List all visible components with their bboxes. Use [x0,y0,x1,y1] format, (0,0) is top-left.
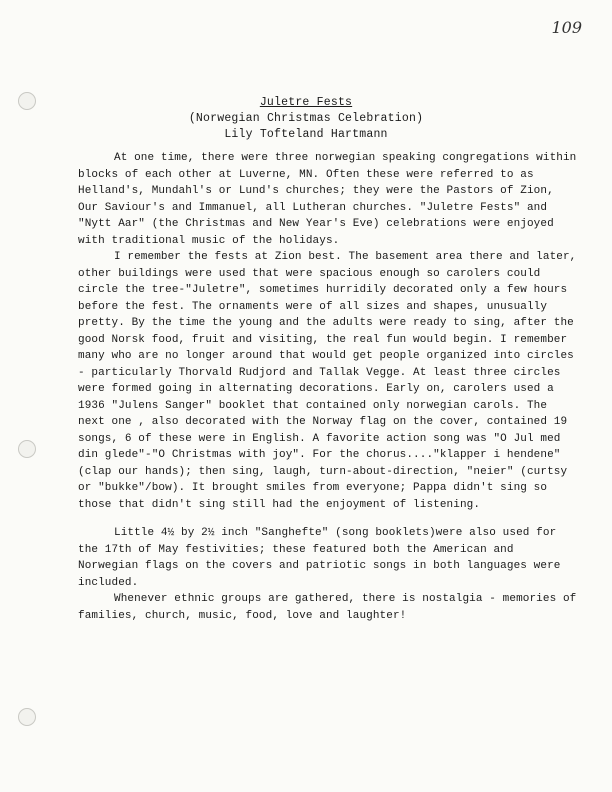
page-number: 109 [551,18,582,37]
document-header [0,95,612,143]
paragraph: Little 4½ by 2½ inch "Sanghefte" (song booklets)were also used for the 17th of May festivities; these featured both the American and Norwegian flags on the covers and patriotic songs in both languages were included. [78,527,561,589]
paragraph: Whenever ethnic groups are gathered, there is nostalgia - memories of families, church, music, food, love and laughter! [78,593,577,622]
document-body [78,150,578,624]
document-subtitle: (Norwegian Christmas Celebration) [188,112,424,125]
paragraph: I remember the fests at Zion best. The basement area there and later, other buildings were used that were spacious enough so carolers could circle the tree-"Juletre", sometimes hurridily decorated only a few hours before the fest. The ornaments were of all sizes and shapes, unusually pretty. By the time the young and the adults were ready to sing, after the good Norsk food, fruit and visiting, the real fun would begin. I remember many who are no longer around that would get people organized into circles - particularly Thorvald Rudjord and Tallak Vegge. At least three circles were formed going in alternating decorations. Early on, carolers used a 1936 "Julens Sanger" booklet that contained only norwegian carols. The next one , also decorated with the Norway flag on the cover, contained 19 songs, 6 of these were in English. A favorite action song was "O Jul med din glede"-"O Christmas with joy". For the chorus...."klapper i hendene" (clap our hands); then sing, laugh, turn-about-direction, "neier" (curtsy or "bukke"/bow). It brought smiles from everyone; Pappa didn't sing so those that didn't sing still had the enjoyment of listening. [78,251,577,511]
paragraph: At one time, there were three norwegian speaking congregations within blocks of each other at Luverne, MN. Often these were referred to as Helland's, Mundahl's or Lund's churches; they were the Pastors of Zion, Our Saviour's and Immanuel, all Lutheran churches. "Juletre Fests" and "Nytt Aar" (the Christmas and New Year's Eve) celebrations were enjoyed with traditional music of the holidays. [78,152,577,247]
punch-hole [18,708,36,726]
document-author: Lily Tofteland Hartmann [224,128,388,141]
document-title: Juletre Fests [259,96,353,109]
punch-hole [18,440,36,458]
